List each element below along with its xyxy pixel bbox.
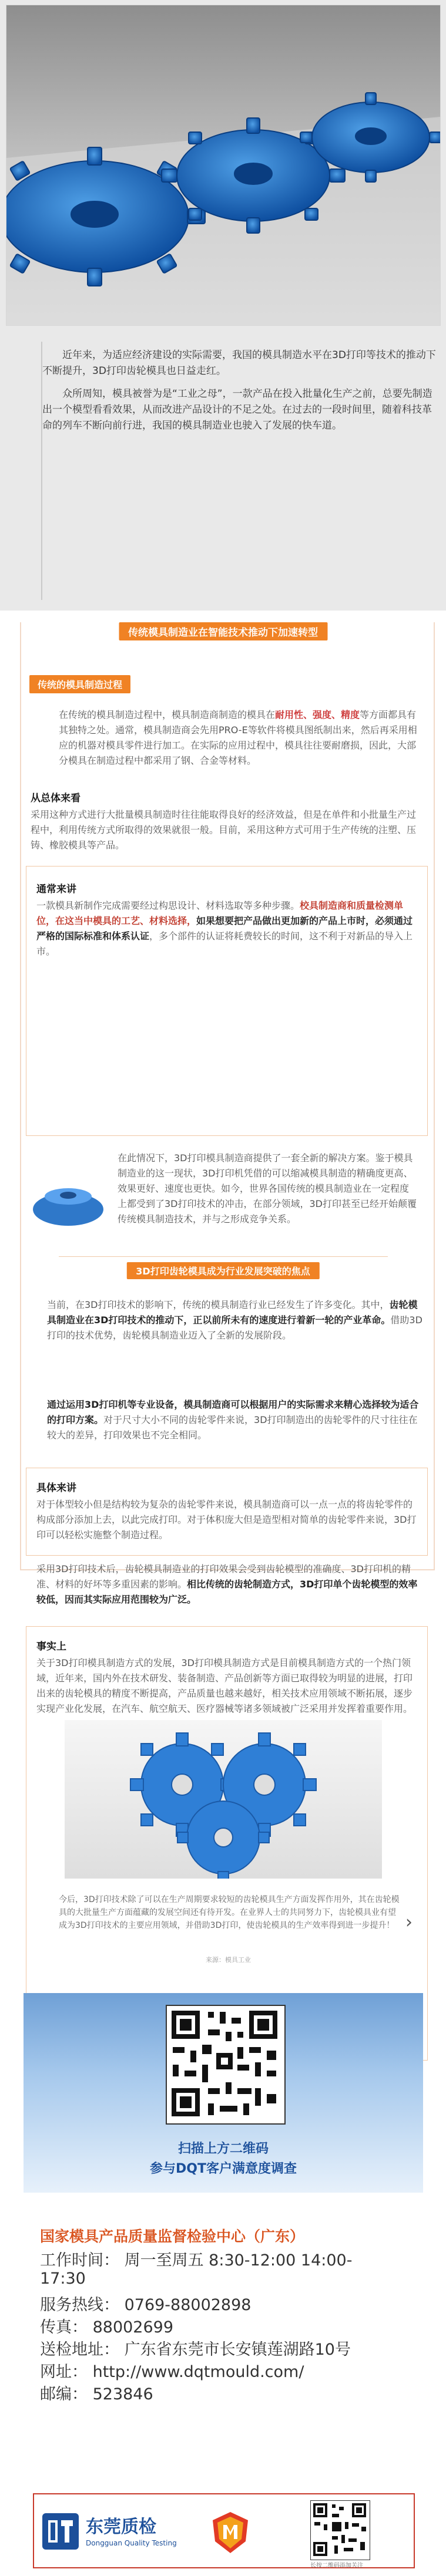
para3-highlight: 齿轮模具制造业在3D打印技术的推动下，正以前所未有的速度进行着新一轮的产业革命。 [47, 1299, 418, 1326]
section-tag-traditional: 传统的模具制造过程 [29, 675, 130, 693]
section-banner-1: 传统模具制造业在智能技术推动下加速转型 [119, 622, 327, 640]
subtitle-overall: 从总体来看 [31, 793, 81, 804]
solution-paragraph: 在此情况下，3D打印模具制造商提供了一套全新的解决方案。鉴于模具制造业的这一现状，3D打印机凭借的可以缩减模具制造的精确度更高、效果更好、速度也更快。如今，世界各国传统的模具制造业在一定程度上都受到了3D打印技术的冲击，在部分领域，3D打印甚至已经开始颠覆传统模具制造技术，并与之形成竞争关系。 [118, 1152, 417, 1225]
box-usually-text [36, 898, 418, 959]
contact-website[interactable]: 网址： http://www.dqtmould.com/ [40, 2363, 304, 2381]
footer-qr-code[interactable] [310, 2500, 370, 2560]
dqt-logo-icon [42, 2513, 79, 2550]
qr-caption-2: 参与DQT客户满意度调查 [150, 2162, 297, 2176]
survey-qr-code[interactable] [166, 2005, 286, 2125]
box-usually-title: 通常来讲 [36, 884, 76, 895]
contact-fax: 传真： 88002699 [40, 2318, 174, 2336]
box1-text-1: 一款模具新制作完成需要经过构思设计、材料选取等多种步骤。 [36, 900, 300, 911]
box-in-fact-title: 事实上 [36, 1641, 66, 1653]
contact-address: 送检地址： 广东省东莞市长安镇莲湖路10号 [40, 2341, 351, 2359]
contact-org: 国家模具产品质量监督检验中心（广东） [40, 2228, 305, 2245]
gears-photo [65, 1720, 382, 1879]
para3-text-1: 当前，在3D打印技术的影响下，传统的模具制造行业已经发生了许多变化。其中， [47, 1299, 390, 1310]
chevron-right-icon[interactable]: › [405, 1912, 413, 1933]
box1-highlight-2: 如果想要把产品做出更加新的产品上市时，必须通过严格的国际标准和体系认证 [36, 915, 413, 942]
footer-brand-en: Dongguan Quality Testing [86, 2539, 177, 2547]
source-label: 来源：模具工业 [206, 1956, 251, 1964]
intro-text-2: 等方面都具有其独特之处。通常，模具制造商会先用PRO-E等软件将模具图纸制出来，然后再采用相应的机器对模具零件进行加工。在实际的应用过程中，模具往往要耐磨损，因此，大部分模具在制造过程中都采用了钢、合金等材料。 [59, 709, 417, 766]
para4-text: 对于尺寸大小不同的齿轮零件来说，3D打印制造出的齿轮零件的尺寸往往在较大的差异，打印效果也不完全相同。 [47, 1414, 418, 1441]
para4-highlight: 通过运用3D打印机等专业设备，模具制造商可以根据用户的实际需求来精心选择较为适合的打印方案。 [47, 1399, 419, 1425]
shield-icon [210, 2511, 250, 2554]
hero-paragraph-2: 众所周知，模具被誉为是“工业之母”，一款产品在投入批量化生产之前，总要先制造出一个模型看看效果，从而改进产品设计的不足之处。在过去的一段时间里，随着科技革命的列车不断向前行进，我国的模具制造业也驶入了发展的快车道。 [42, 388, 432, 431]
contact-hotline[interactable]: 服务热线： 0769-88002898 [40, 2296, 251, 2314]
box-in-fact-text: 关于3D打印模具制造方式的发展，3D打印模具制造方式是目前模具制造方式的一个热门领域，近年来，国内外在技术研发、装备制造、产品创新等方面已取得较为明显的进展，打印出来的齿轮模具的精度不断提高，产品质量也越来越好，相关技术应用领域不断拓展，逐步实现产业化发展，在汽车、航空航天、医疗器械等诸多领域被广泛采用并发挥着重要作用。 [36, 1657, 413, 1714]
contact-hours-cont: 17:30 [40, 2270, 86, 2288]
overall-paragraph: 采用这种方式进行大批量模具制造时往往能取得良好的经济效益，但是在单件和小批量生产过程中，利用传统方式所取得的效果就很一般。目前，采用这种方式可用于生产传统的注塑、压铸、橡胶模具等产品。 [31, 809, 417, 851]
intro-paragraph [59, 707, 423, 768]
contact-hours: 工作时间： 周一至周五 8:30-12:00 14:00- [40, 2251, 353, 2270]
divider [59, 1256, 388, 1257]
gear-change-paragraph [47, 1297, 423, 1343]
para3-text-2: 借助3D打印的技术优势，齿轮模具制造业迈入了全新的发展阶段。 [47, 1314, 422, 1341]
survey-qr-section [24, 1993, 423, 2193]
footer-brand [33, 2493, 415, 2568]
contact-postcode: 邮编： 523846 [40, 2385, 153, 2403]
footer-brand-name: 东莞质检 [86, 2517, 156, 2537]
qr-caption-1: 扫描上方二维码 [177, 2142, 269, 2156]
hero-paragraph-1: 近年来，为适应经济建设的实际需要，我国的模具制造水平在3D打印等技术的推动下不断提升，3D打印齿轮模具也日益走红。 [42, 349, 436, 377]
box1-text-2: ，多个部件的认证将耗费较长的时间，这不利于对新品的导入上市。 [36, 930, 413, 957]
hero-section [0, 0, 446, 611]
para5-highlight: 相比传统的齿轮制造方式，3D打印单个齿轮模型的效率较低，因而其实际应用范围较为广泛。 [36, 1579, 418, 1605]
footer-qr-note: 长按二维码添加关注 [310, 2562, 363, 2569]
intro-highlight: 耐用性、强度、精度 [275, 709, 360, 720]
printing-plan-paragraph [47, 1397, 423, 1443]
box1-highlight-1: 校具制造商和质量检测单位，在这当中模具的工艺、材料选择， [36, 900, 404, 926]
box-specific-text: 对于体型较小但是结构较为复杂的齿轮零件来说，模具制造商可以一点一点的将齿轮零件的构成部分添加上去，以此完成打印。对于体积庞大但是造型相对简单的齿轮零件来说，3D打印可以轻松实施整个制造过程。 [36, 1499, 417, 1540]
box-specific-title: 具体来讲 [36, 1482, 76, 1494]
para5-text: 采用3D打印技术后，齿轮模具制造业的打印效果会受到齿轮模型的准确度、3D打印机的精准、材料的好坏等多重因素的影响。 [36, 1563, 411, 1590]
intro-text-1: 在传统的模具制造过程中，模具制造商制造的模具在 [59, 709, 276, 720]
hero-gear-image [6, 5, 441, 326]
gear-caption: 今后，3D打印技术除了可以在生产周期要求较短的齿轮模具生产方面发挥作用外，其在齿轮模具的大批量生产方面蕴藏的发展空间还有待开发。在业界人士的共同努力下，齿轮模具业有望成为3D打印技术的主要应用领域，并借助3D打印，使齿轮模具的生产效率得到进一步提升！ [59, 1895, 400, 1930]
printed-gear-image [27, 1168, 109, 1233]
hero-intro-text [41, 342, 439, 600]
section-banner-2: 3D打印齿轮模具成为行业发展突破的焦点 [126, 1262, 319, 1279]
effect-paragraph [36, 1562, 418, 1607]
